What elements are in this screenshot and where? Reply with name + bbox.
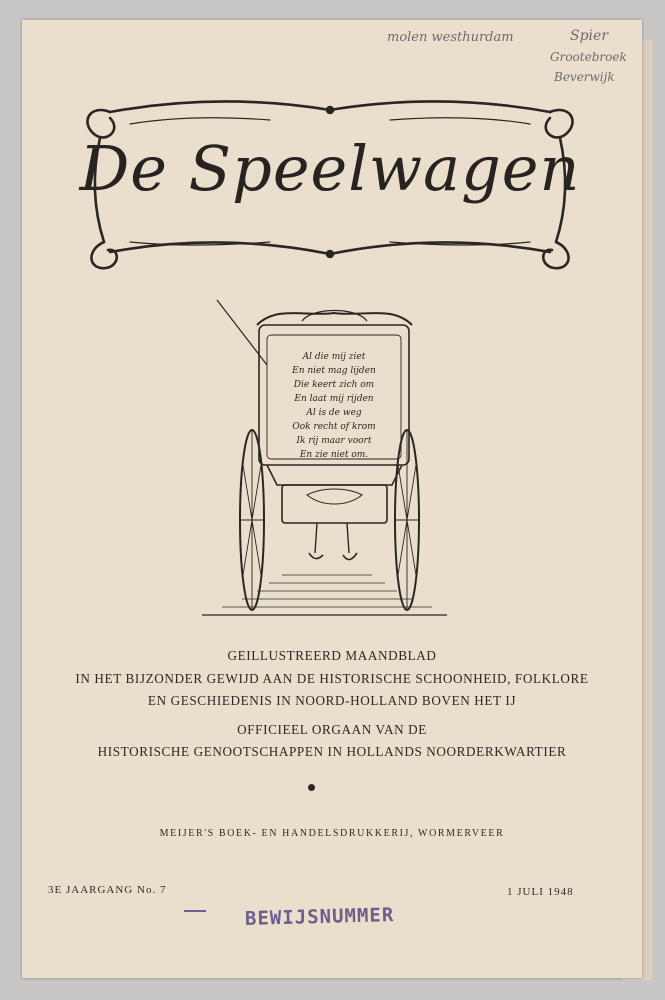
cart-poem-line: Al is de weg [306,408,362,418]
cart-poem-line: En laat mij rijden [294,394,374,404]
subtitle-line-5: HISTORISCHE GENOOTSCHAPPEN IN HOLLANDS NOORDERKWARTIER [97,744,567,759]
cart-poem-line: Al die mij ziet [302,352,366,362]
issue-number: 3E JAARGANG No. 7 [48,884,167,896]
handwritten-note-right-3: Beverwijk [554,70,615,84]
handwritten-note-right-2: Grootebroek [550,50,627,64]
handwritten-note-left: molen westhurdam [387,30,514,45]
magazine-cover [22,20,642,978]
subtitle-line-2: IN HET BIJZONDER GEWIJD AAN DE HISTORISCHE SCHOONHEID, FOLKLORE [75,671,589,686]
cart-poem-line: Ook recht of krom [292,422,376,432]
cart-poem-line: En zie niet om. [299,450,369,460]
handwritten-note-right-1: Spier [570,28,609,44]
magazine-title: De Speelwagen [79,132,581,205]
cart-poem-line: Die keert zich om [293,380,375,390]
subtitle-line-1: GEILLUSTREERD MAANDBLAD [227,648,437,663]
cart-illustration [197,295,457,625]
cart-poem-line: En niet mag lijden [292,366,376,376]
separator-dot [308,784,315,791]
cart-poem-line: Ik rij maar voort [296,436,372,446]
ink-dash [184,910,206,912]
stamp-bewijsnummer: BEWIJSNUMMER [244,904,395,930]
subtitle-line-4: OFFICIEEL ORGAAN VAN DE [237,722,427,737]
issue-date: 1 JULI 1948 [507,886,574,898]
cart-poem [291,352,376,460]
subtitle-line-3: EN GESCHIEDENIS IN NOORD-HOLLAND BOVEN HET IJ [147,693,517,708]
printer-line: MEIJER'S BOEK- EN HANDELSDRUKKERIJ, WORMERVEER [159,828,505,839]
